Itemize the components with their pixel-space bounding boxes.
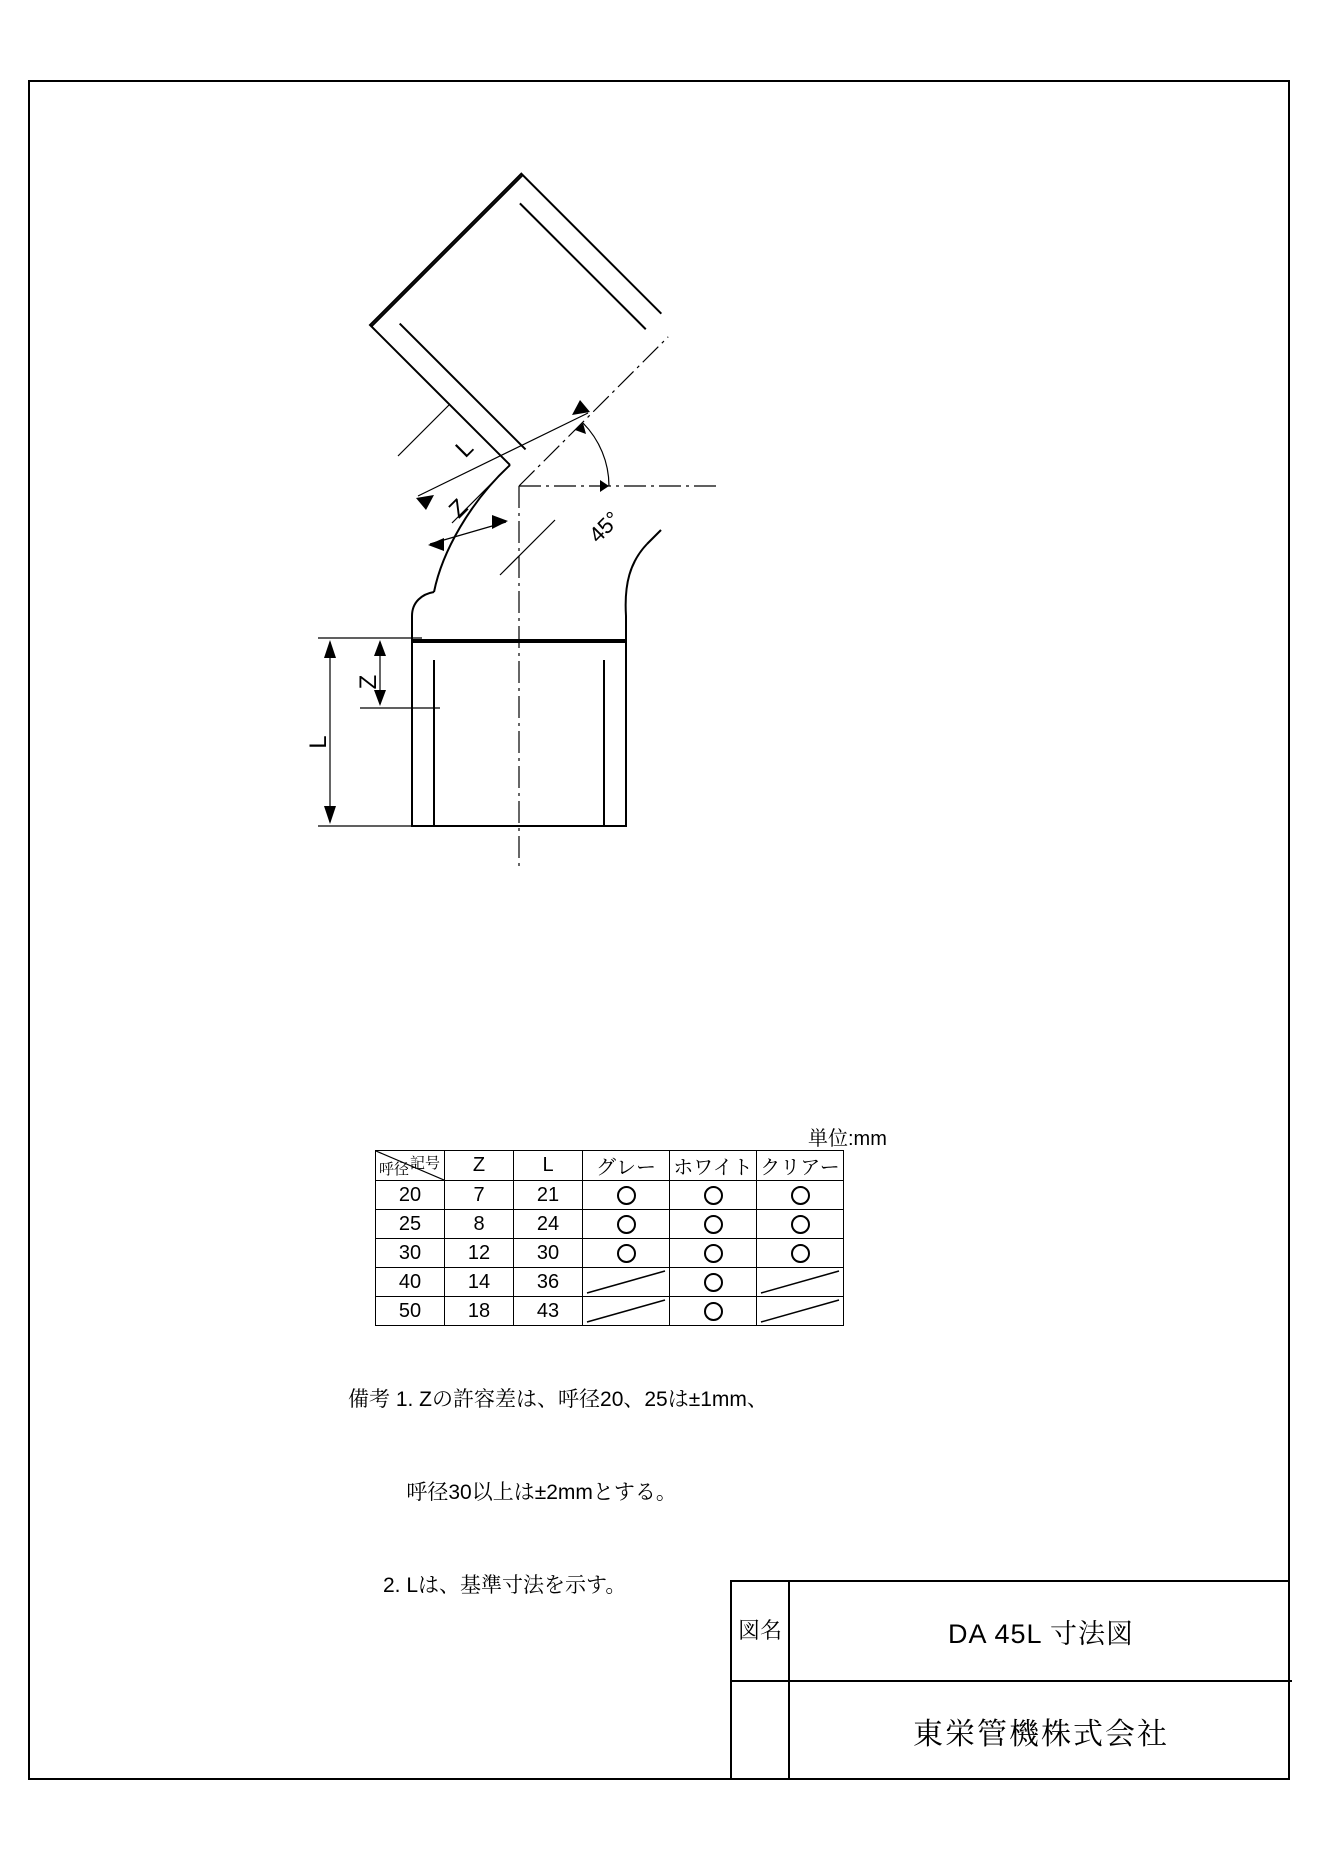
drawing-sheet	[28, 80, 1290, 1780]
dimension-table	[375, 1150, 844, 1326]
remarks-line-3: 2. Lは、基準寸法を示す。	[348, 1574, 627, 1597]
cell-size: 25	[376, 1210, 445, 1239]
circle-mark	[791, 1186, 810, 1205]
circle-mark	[704, 1302, 723, 1321]
cell-z: 12	[445, 1239, 514, 1268]
drawing-title: DA 45L 寸法図	[790, 1582, 1292, 1682]
col-header-gray: グレー	[583, 1151, 670, 1181]
col-header-z: Z	[445, 1151, 514, 1181]
title-block	[730, 1580, 1290, 1780]
svg-text:45°: 45°	[583, 506, 626, 548]
title-block-label: 図名	[737, 1618, 782, 1643]
cell-size: 30	[376, 1239, 445, 1268]
col-header-l: L	[514, 1151, 583, 1181]
table-header-row	[376, 1151, 844, 1181]
cell-gray	[583, 1181, 670, 1210]
col-header-white: ホワイト	[670, 1151, 757, 1181]
svg-text:L: L	[305, 735, 332, 749]
cell-z: 14	[445, 1268, 514, 1297]
table-corner-cell	[376, 1151, 445, 1181]
svg-text:Z: Z	[443, 493, 474, 524]
table-row	[376, 1181, 844, 1210]
cell-l: 36	[514, 1268, 583, 1297]
cell-clear	[757, 1210, 844, 1239]
cell-clear	[757, 1297, 844, 1326]
title-block-label-cell	[732, 1582, 790, 1682]
cell-gray	[583, 1210, 670, 1239]
table-row	[376, 1268, 844, 1297]
svg-text:Z: Z	[355, 674, 382, 690]
circle-mark	[704, 1215, 723, 1234]
circle-mark	[617, 1186, 636, 1205]
corner-col-header: 記号	[409, 1155, 440, 1172]
cell-l: 43	[514, 1297, 583, 1326]
table-row	[376, 1239, 844, 1268]
cell-z: 18	[445, 1297, 514, 1326]
cell-white	[670, 1210, 757, 1239]
cell-clear	[757, 1268, 844, 1297]
title-block-blank-cell	[732, 1682, 790, 1780]
cell-l: 30	[514, 1239, 583, 1268]
cell-l: 24	[514, 1210, 583, 1239]
remarks-line-2: 呼径30以上は±2mmとする。	[348, 1481, 677, 1504]
cell-size: 40	[376, 1268, 445, 1297]
circle-mark	[791, 1215, 810, 1234]
remarks-line-1: 備考 1. Zの許容差は、呼径20、25は±1mm、	[348, 1388, 768, 1411]
table-row	[376, 1210, 844, 1239]
cell-white	[670, 1268, 757, 1297]
cell-z: 8	[445, 1210, 514, 1239]
circle-mark	[791, 1244, 810, 1263]
col-header-clear: クリアー	[757, 1151, 844, 1181]
cell-clear	[757, 1239, 844, 1268]
units-note: 単位:mm	[808, 1128, 887, 1150]
cell-gray	[583, 1239, 670, 1268]
circle-mark	[704, 1186, 723, 1205]
corner-row-header: 呼径	[379, 1161, 410, 1178]
circle-mark	[617, 1244, 636, 1263]
remarks-block	[348, 1322, 768, 1663]
cell-white	[670, 1239, 757, 1268]
cell-l: 21	[514, 1181, 583, 1210]
circle-mark	[617, 1215, 636, 1234]
cell-clear	[757, 1181, 844, 1210]
cell-gray	[583, 1268, 670, 1297]
company-name: 東栄管機株式会社	[913, 1718, 1169, 1751]
cell-size: 50	[376, 1297, 445, 1326]
cell-z: 7	[445, 1181, 514, 1210]
circle-mark	[704, 1244, 723, 1263]
circle-mark	[704, 1273, 723, 1292]
svg-text:L: L	[450, 434, 479, 463]
cell-size: 20	[376, 1181, 445, 1210]
cell-white	[670, 1181, 757, 1210]
